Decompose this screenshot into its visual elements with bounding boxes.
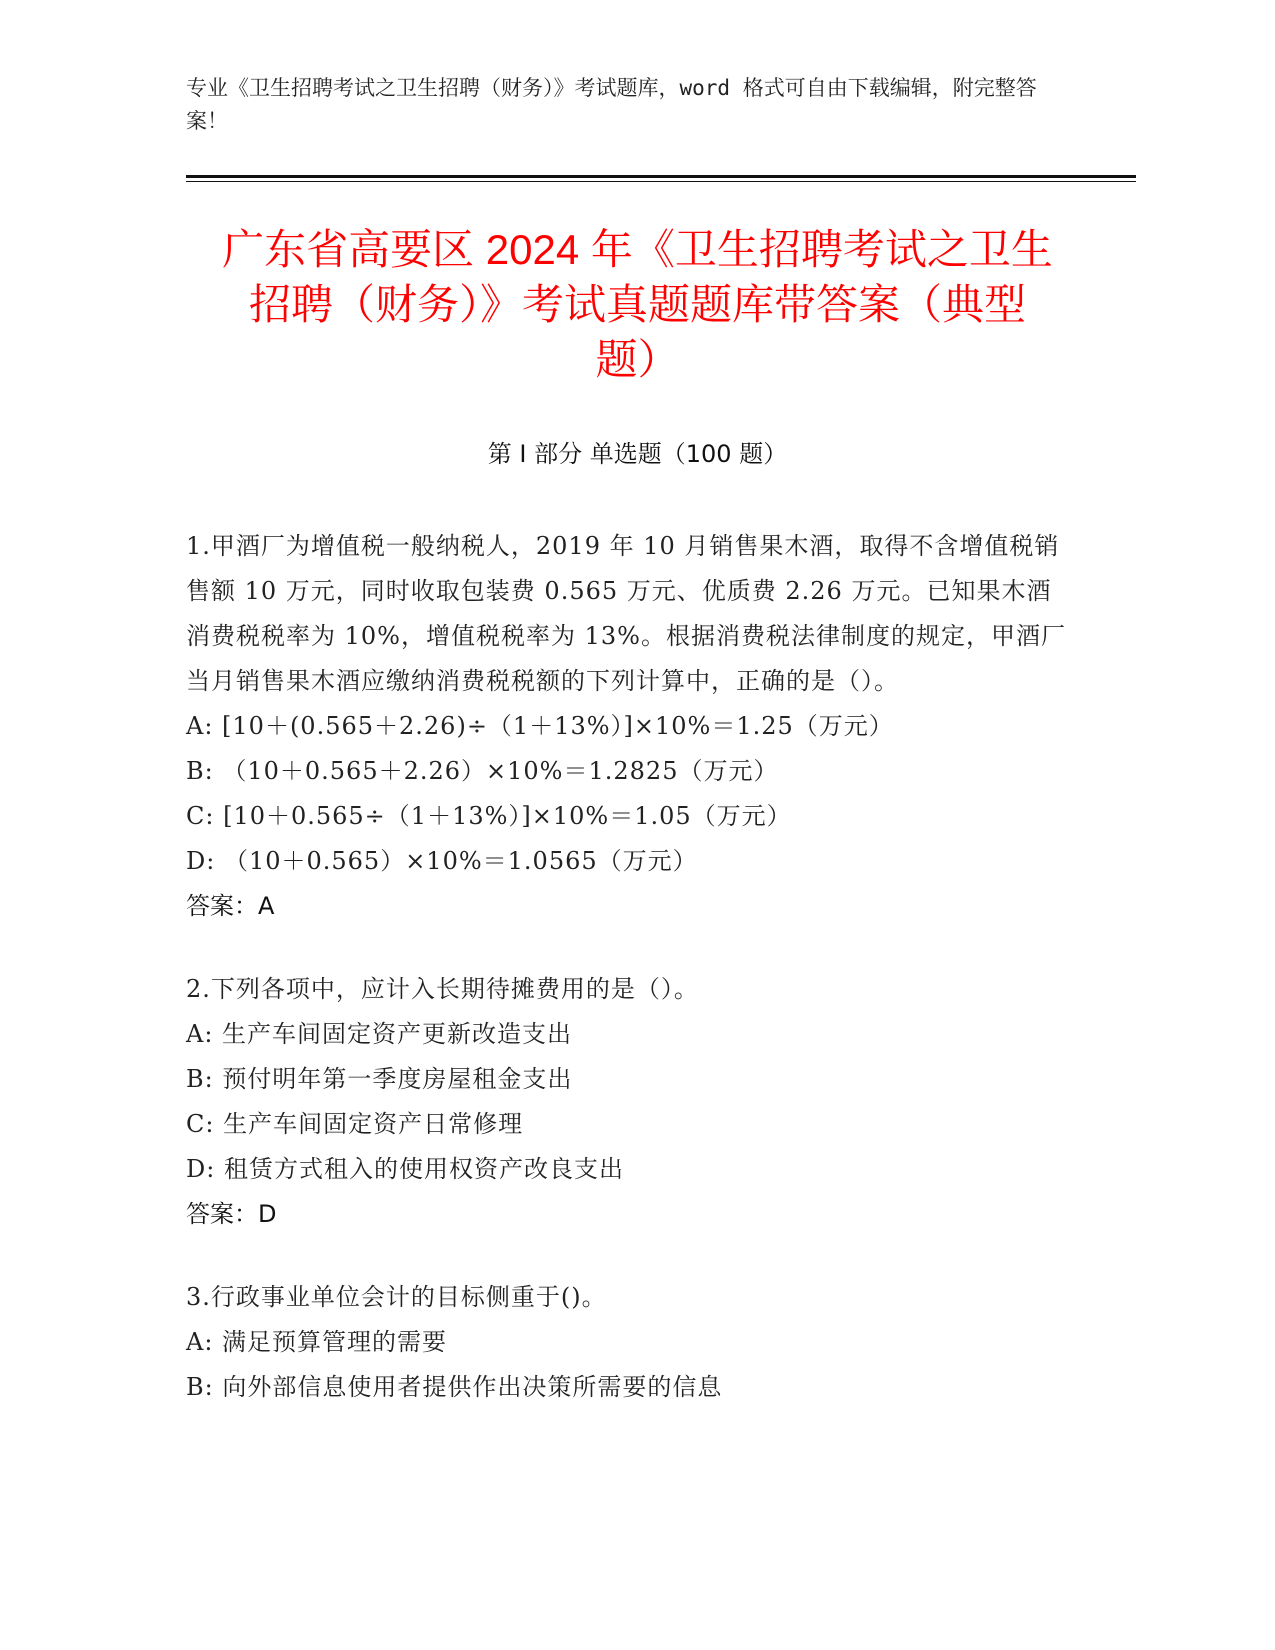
title-line-3: 题）	[595, 336, 680, 383]
option-d: D: 租赁方式租入的使用权资产改良支出	[186, 1155, 624, 1183]
document-title	[160, 222, 1115, 387]
question-list	[186, 524, 1076, 1448]
header-divider-thick	[186, 175, 1136, 178]
question-stem: 2.下列各项中，应计入长期待摊费用的是（）。	[186, 975, 699, 1003]
question-1	[186, 524, 1076, 929]
option-a: A: [10＋(0.565＋2.26)÷（1＋13%）]×10%＝1.25（万元）	[186, 712, 894, 740]
option-b: B: （10＋0.565＋2.26）×10%＝1.2825（万元）	[186, 757, 779, 785]
option-c: C: [10＋0.565÷（1＋13%）]×10%＝1.05（万元）	[186, 802, 792, 830]
title-line-1: 广东省高要区 2024 年《卫生招聘考试之卫生	[222, 226, 1053, 273]
header-note: 专业《卫生招聘考试之卫生招聘（财务）》考试题库，word 格式可自由下载编辑，附完整答案！	[186, 76, 1037, 133]
section-title: 第 I 部分 单选题（100 题）	[487, 440, 788, 468]
header-divider-thin	[186, 181, 1136, 182]
option-b: B: 向外部信息使用者提供作出决策所需要的信息	[186, 1373, 723, 1401]
option-c: C: 生产车间固定资产日常修理	[186, 1110, 524, 1138]
question-stem: 3.行政事业单位会计的目标侧重于()。	[186, 1283, 607, 1311]
question-2	[186, 967, 1076, 1237]
question-3	[186, 1275, 1076, 1410]
answer: 答案：D	[186, 1200, 277, 1228]
title-line-2: 招聘（财务）》考试真题题库带答案（典型	[248, 281, 1026, 328]
answer: 答案：A	[186, 892, 275, 920]
question-stem: 1.甲酒厂为增值税一般纳税人，2019 年 10 月销售果木酒，取得不含增值税销售额 10 万元，同时收取包装费 0.565 万元、优质费 2.26 万元。已知果木酒消费税税率为 10%，增值税税率为 13%。根据消费税法律制度的规定，甲酒厂当月销售果木酒应缴纳消费税税额的下列计算中，正确的是（）。	[186, 532, 1066, 695]
option-b: B: 预付明年第一季度房屋租金支出	[186, 1065, 573, 1093]
option-a: A: 满足预算管理的需要	[186, 1328, 448, 1356]
option-d: D: （10＋0.565）×10%＝1.0565（万元）	[186, 847, 698, 875]
option-a: A: 生产车间固定资产更新改造支出	[186, 1020, 573, 1048]
